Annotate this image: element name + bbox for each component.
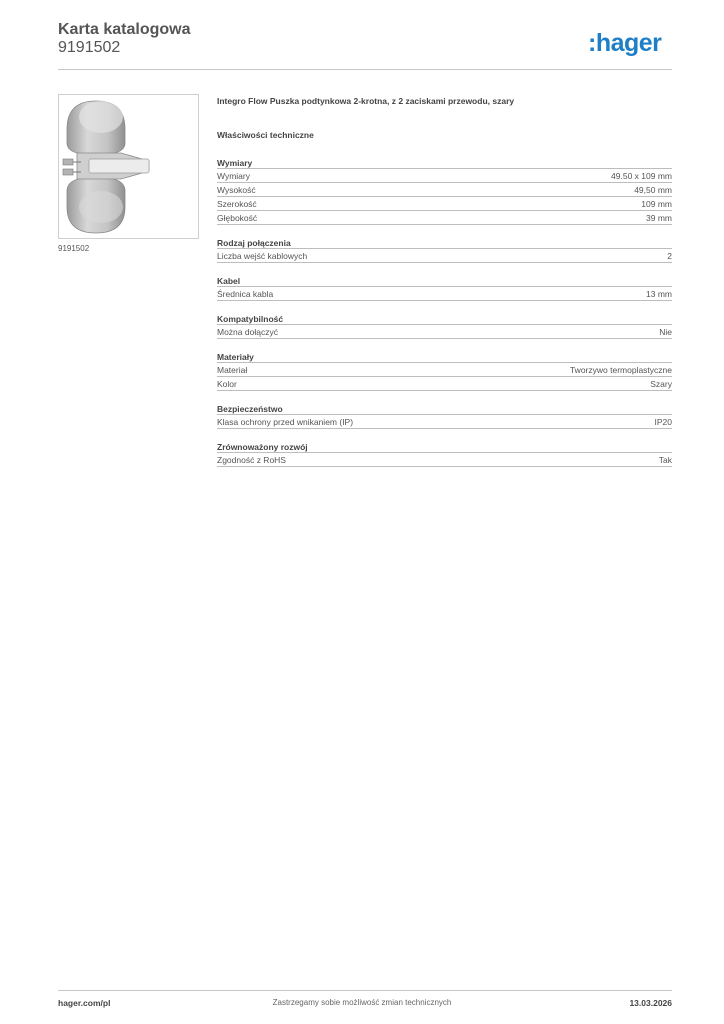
spec-value: Tworzywo termoplastyczne <box>569 365 672 375</box>
specification-content <box>217 95 672 477</box>
specification-sections <box>217 155 672 467</box>
image-caption: 9191502 <box>58 244 90 253</box>
header-divider <box>58 69 672 70</box>
spec-section <box>217 401 672 429</box>
spec-row <box>217 169 672 183</box>
spec-section <box>217 349 672 391</box>
footer-disclaimer: Zastrzegamy sobie możliwość zmian technicznych <box>272 998 452 1007</box>
spec-row <box>217 377 672 391</box>
spec-label: Średnica kabla <box>217 289 274 299</box>
spec-label: Zgodność z RoHS <box>217 455 286 465</box>
spec-label: Materiał <box>217 365 248 375</box>
footer-date: 13.03.2026 <box>629 998 672 1008</box>
page-title: Karta katalogowa <box>58 21 191 38</box>
hager-logo <box>588 25 678 59</box>
spec-value: 49.50 x 109 mm <box>611 171 672 181</box>
section-heading: Kompatybilność <box>217 311 672 325</box>
spec-row <box>217 325 672 339</box>
spec-row <box>217 415 672 429</box>
spec-value: Nie <box>659 327 672 337</box>
spec-row <box>217 197 672 211</box>
spec-label: Kolor <box>217 379 237 389</box>
spec-row <box>217 363 672 377</box>
spec-value: 49,50 mm <box>634 185 672 195</box>
spec-section <box>217 235 672 263</box>
section-heading: Bezpieczeństwo <box>217 401 672 415</box>
properties-heading: Właściwości techniczne <box>217 130 314 140</box>
junction-box-illustration <box>59 95 198 238</box>
spec-section <box>217 273 672 301</box>
spec-label: Szerokość <box>217 199 257 209</box>
spec-value: 2 <box>667 251 672 261</box>
spec-label: Wysokość <box>217 185 256 195</box>
spec-row <box>217 453 672 467</box>
spec-label: Klasa ochrony przed wnikaniem (IP) <box>217 417 354 427</box>
spec-section <box>217 311 672 339</box>
spec-value: Szary <box>650 379 672 389</box>
product-image <box>58 94 199 239</box>
section-heading: Kabel <box>217 273 672 287</box>
spec-section <box>217 155 672 225</box>
spec-value: 13 mm <box>646 289 672 299</box>
section-heading: Materiały <box>217 349 672 363</box>
spec-row <box>217 211 672 225</box>
spec-value: 109 mm <box>641 199 672 209</box>
spec-value: IP20 <box>654 417 672 427</box>
spec-label: Liczba wejść kablowych <box>217 251 308 261</box>
spec-row <box>217 183 672 197</box>
spec-row <box>217 249 672 263</box>
spec-value: Tak <box>658 455 672 465</box>
spec-label: Wymiary <box>217 171 250 181</box>
spec-label: Można dołączyć <box>217 327 278 337</box>
footer-divider <box>58 990 672 991</box>
spec-label: Głębokość <box>217 213 258 223</box>
section-heading: Wymiary <box>217 155 672 169</box>
product-title: Integro Flow Puszka podtynkowa 2-krotna, z 2 zaciskami przewodu, szary <box>217 96 515 106</box>
footer-website-link[interactable]: hager.com/pl <box>58 998 111 1008</box>
section-heading: Rodzaj połączenia <box>217 235 672 249</box>
spec-row <box>217 287 672 301</box>
section-heading: Zrównoważony rozwój <box>217 439 672 453</box>
product-code: 9191502 <box>58 39 121 56</box>
spec-value: 39 mm <box>646 213 672 223</box>
spec-section <box>217 439 672 467</box>
svg-text::hager: :hager <box>588 29 662 57</box>
